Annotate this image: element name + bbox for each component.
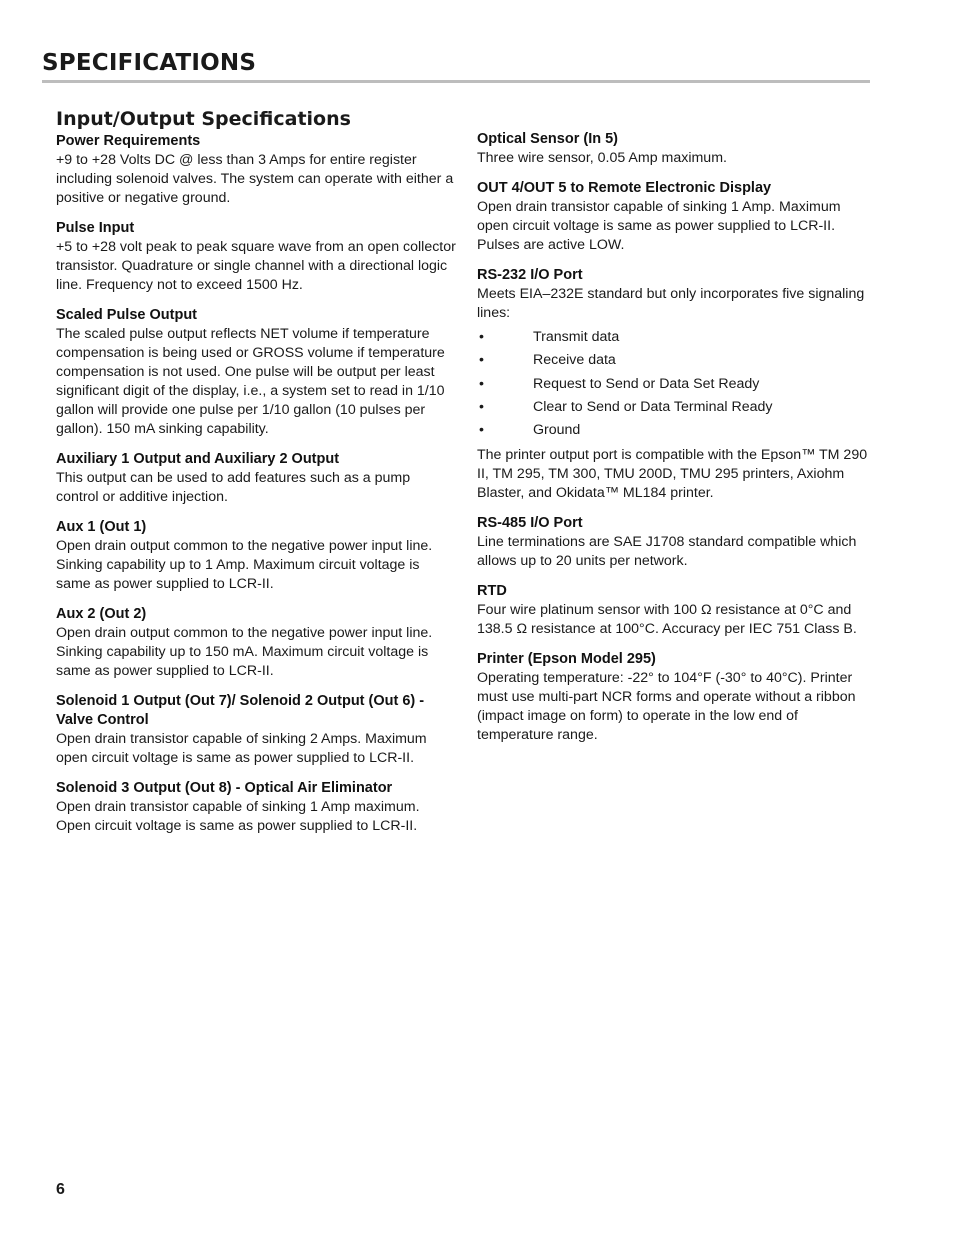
spec-body: This output can be used to add features such as a pump control or additive injection.	[56, 470, 411, 505]
list-item-text: Receive data	[533, 352, 616, 369]
printer-compatibility-note: The printer output port is compatible with the Epson™ TM 290 II, TM 295, TM 300, TMU 200D, TMU 295 printers, Axiohm Blaster, and Okidata™ ML184 printer.	[477, 447, 868, 502]
list-item-text: Clear to Send or Data Terminal Ready	[533, 398, 773, 415]
signal-line-list	[477, 328, 872, 440]
spec-auxiliary-outputs	[56, 450, 456, 507]
spec-body: +5 to +28 volt peak to peak square wave from an open collector transistor. Quadrature or single channel with a directional logic line. Frequency not to exceed 1500 Hz.	[56, 239, 456, 293]
spec-heading: Aux 2 (Out 2)	[56, 606, 147, 622]
spec-body: Line terminations are SAE J1708 standard compatible which allows up to 20 units per network.	[477, 534, 857, 570]
spec-solenoid-1-2	[56, 692, 456, 768]
spec-rs485	[477, 514, 872, 571]
section-title: Input/Output Specifications	[56, 108, 351, 130]
spec-heading: Solenoid 1 Output (Out 7)/ Solenoid 2 Output (Out 6) - Valve Control	[56, 693, 425, 728]
spec-body: +9 to +28 Volts DC @ less than 3 Amps for entire register including solenoid valves. The system can operate with either a positive or negative ground.	[56, 152, 454, 206]
spec-body: Open drain output common to the negative power input line. Sinking capability up to 150 mA. Maximum circuit voltage is same as power supplied to LCR-II.	[56, 625, 433, 679]
spec-body: The scaled pulse output reflects NET volume if temperature compensation is being used or GROSS volume if temperature compensation is not used. One pulse will be output per least significant digit of the display, i.e., a system set to read in 1/10 gallon will provide one pulse per 1/10 gallon (10 pulses per gallon). 150 mA sinking capability.	[56, 326, 445, 437]
spec-body: Open drain transistor capable of sinking 1 Amp maximum. Open circuit voltage is same as power supplied to LCR-II.	[56, 799, 420, 834]
spec-aux-2	[56, 605, 456, 681]
spec-heading: RS-232 I/O Port	[477, 267, 583, 283]
page-number: 6	[56, 1181, 65, 1198]
spec-scaled-pulse-output	[56, 306, 456, 439]
spec-body: Open drain transistor capable of sinking 1 Amp. Maximum open circuit voltage is same as power supplied to LCR-II. Pulses are active LOW.	[477, 199, 841, 253]
spec-body: Four wire platinum sensor with 100 Ω resistance at 0°C and 138.5 Ω resistance at 100°C. Accuracy per IEC 751 Class B.	[477, 602, 857, 638]
bullet-icon: •	[479, 352, 484, 369]
spec-optical-sensor	[477, 130, 872, 168]
spec-body: Open drain output common to the negative power input line. Sinking capability up to 1 Amp. Maximum circuit voltage is same as power supplied to LCR-II.	[56, 538, 433, 592]
spec-rs232	[477, 266, 872, 503]
right-column	[477, 130, 872, 756]
list-item	[477, 351, 872, 370]
spec-printer	[477, 650, 872, 745]
spec-body: Operating temperature: -22° to 104°F (-30° to 40°C). Printer must use multi-part NCR forms and operate without a ribbon (impact image on form) to operate in the low end of temperature range.	[477, 670, 856, 744]
header-rule	[42, 80, 870, 83]
spec-heading: Printer (Epson Model 295)	[477, 651, 656, 668]
spec-power-requirements	[56, 132, 456, 208]
bullet-icon: •	[479, 375, 484, 392]
spec-heading: Scaled Pulse Output	[56, 307, 197, 323]
spec-solenoid-3	[56, 779, 456, 836]
spec-out4-out5	[477, 179, 872, 255]
spec-aux-1	[56, 518, 456, 594]
spec-rtd	[477, 582, 872, 639]
spec-heading: Auxiliary 1 Output and Auxiliary 2 Output	[56, 451, 340, 467]
list-item	[477, 375, 872, 394]
spec-heading: Pulse Input	[56, 220, 135, 236]
bullet-icon: •	[479, 422, 484, 439]
spec-body: Meets EIA–232E standard but only incorporates five signaling lines:	[477, 286, 865, 321]
spec-body: Three wire sensor, 0.05 Amp maximum.	[477, 150, 727, 166]
list-item	[477, 328, 872, 347]
list-item-text: Request to Send or Data Set Ready	[533, 375, 760, 392]
bullet-icon: •	[479, 398, 484, 415]
spec-heading: Solenoid 3 Output (Out 8) - Optical Air Eliminator	[56, 780, 393, 796]
page-header	[42, 50, 870, 83]
list-item	[477, 421, 872, 440]
spec-heading: Power Requirements	[56, 133, 201, 149]
spec-heading: RS-485 I/O Port	[477, 515, 583, 532]
list-item-text: Transmit data	[533, 329, 620, 345]
left-column	[56, 107, 456, 847]
list-item	[477, 398, 872, 417]
spec-heading: Aux 1 (Out 1)	[56, 519, 147, 535]
bullet-icon: •	[479, 329, 484, 345]
list-item-text: Ground	[533, 422, 581, 439]
spec-heading: RTD	[477, 583, 507, 600]
spec-heading: OUT 4/OUT 5 to Remote Electronic Display	[477, 180, 772, 196]
page-title: SPECIFICATIONS	[42, 50, 257, 76]
spec-heading: Optical Sensor (In 5)	[477, 131, 618, 147]
spec-body: Open drain transistor capable of sinking 2 Amps. Maximum open circuit voltage is same as power supplied to LCR-II.	[56, 731, 427, 766]
spec-pulse-input	[56, 219, 456, 295]
